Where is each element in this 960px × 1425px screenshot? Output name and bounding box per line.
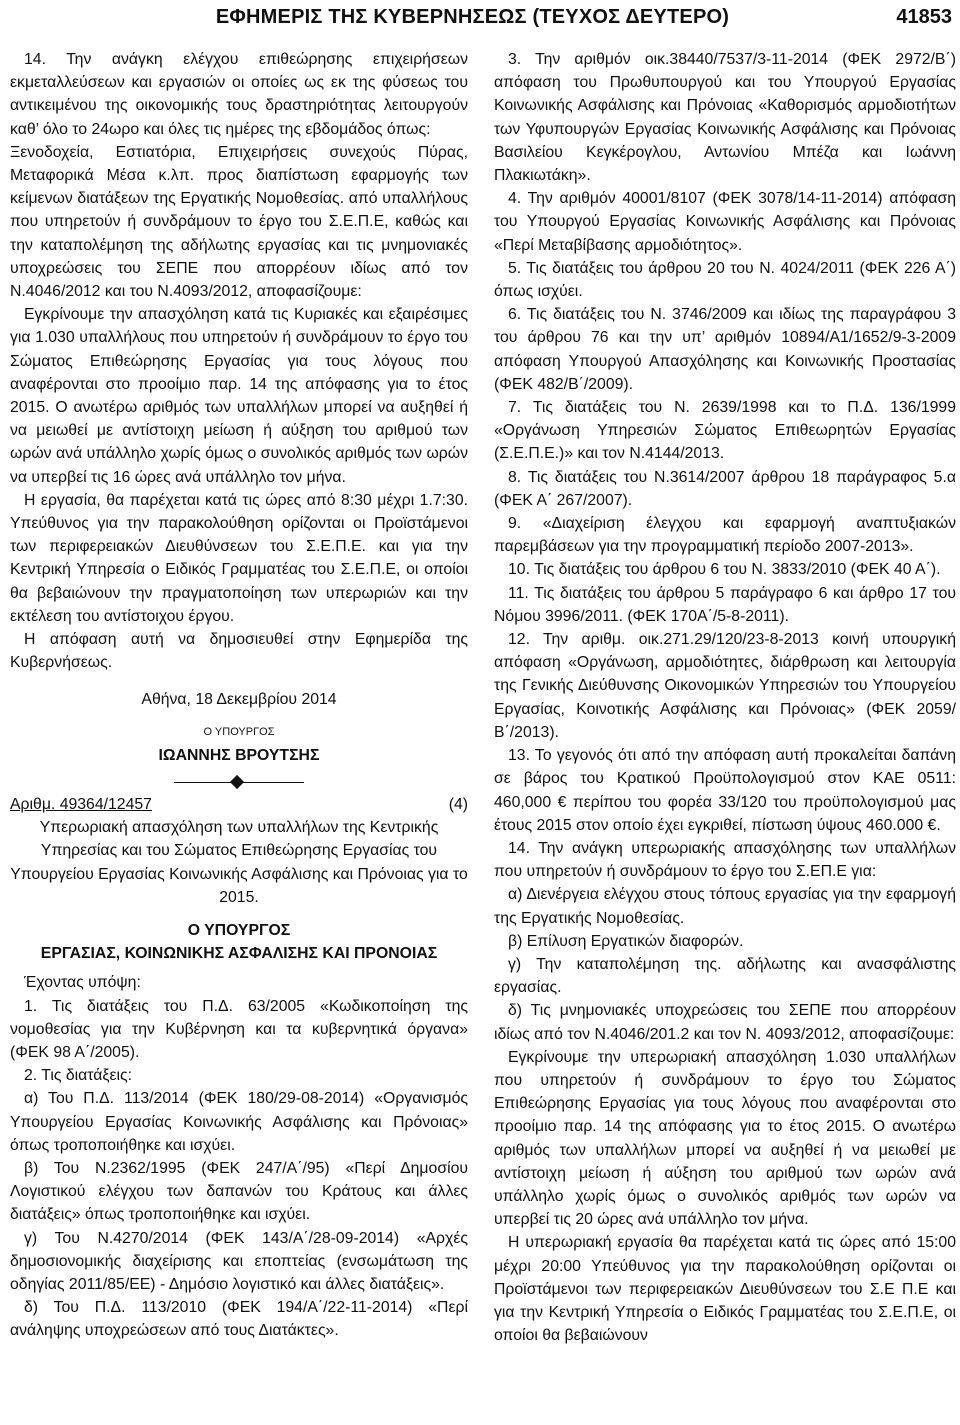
paragraph: Η εργασία, θα παρέχεται κατά τις ώρες από 8:30 μέχρι 1.7:30. Υπεύθυνος για την παρακολούθηση ορίζονται οι Προϊστάμενοι των περιφερειακών Διευθύνσεων του Σ.Ε.Π.Ε. και για την Κεντρική Υπηρεσία ο Ειδικός Γραμματέας του Σ.Ε.Π.Ε, οι οποίοι θα βεβαιώνουν την πραγματοποίηση των υπερωριών και την εκτέλεση του αντίστοιχου έργου. (10, 491, 468, 625)
place-date: Αθήνα, 18 Δεκεμβρίου 2014 (141, 691, 337, 709)
list-item: 7. Τις διατάξεις του Ν. 2639/1998 και το Π.Δ. 136/1999 «Οργάνωση Υπηρεσιών Σώματος Επιθεωρητών Εργασίας (Σ.Ε.Π.Ε.)» και τον Ν.4144/2013. (494, 399, 956, 463)
diamond-icon (230, 775, 244, 789)
paragraph: Ξενοδοχεία, Εστιατόρια, Επιχειρήσεις συνεχούς Πύρας, Μεταφορικά Μέσα κ.λπ. προς διαπίστωση εφαρμογής των κείμενων διατάξεων της Εργατικής Νομοθεσίας. από υπαλλήλους που υπηρετούν ή συνδράμουν το έργο του Σ.Ε.Π.Ε, καθώς και την καταπολέμηση της αδήλωτης εργασίας και τις μνημονιακές υποχρεώσεις του ΣΕΠΕ που απορρέουν ιδίως από τον Ν.4046/2012 και του Ν.4093/2012, αποφασίζουμε: (10, 143, 468, 301)
paragraph: 14. Την ανάγκη ελέγχου επιθεώρησης επιχειρήσεων εκμεταλλεύσεων και εργασιών οι οποίες ως εκ της φύσεως του αντικειμένου της οικονομικής τους δραστηριότητας λειτουργούν καθ’ όλο το 24ωρο και όλες τις ημέρες της εβδομάδος όπως: (10, 51, 468, 138)
decision-reference (10, 793, 468, 816)
list-item: 8. Τις διατάξεις του Ν.3614/2007 άρθρου 18 παράγραφος 5.α (ΦΕΚ Α΄ 267/2007). (494, 468, 956, 509)
list-item: β) Επίλυση Εργατικών διαφορών. (508, 932, 744, 950)
paragraph: Έχοντας υπόψη: (24, 974, 141, 992)
page-number: 41853 (896, 6, 952, 28)
list-item: β) Του Ν.2362/1995 (ΦΕΚ 247/Α΄/95) «Περί Δημοσίου Λογιστικού ελέγχου των δαπανών του Κράτους και άλλες διατάξεις» όπως τροποποιήθηκε και ισχύει. (10, 1159, 468, 1224)
signer-role: Ο ΥΠΟΥΡΓΟΣ (203, 725, 275, 738)
paragraph: Η απόφαση αυτή να δημοσιευθεί στην Εφημερίδα της Κυβερνήσεως. (10, 631, 468, 672)
paragraph: Εγκρίνουμε την υπερωριακή απασχόληση 1.030 υπαλλήλων που υπηρετούν ή συνδράμουν το έργο του Σώματος Επιθεώρησης Εργασίας για τους λόγους που αναφέρονται στο προοίμιο παρ. 14 της απόφασης για το έτος 2015. Ο ανωτέρω αριθμός των υπαλλήλων μπορεί να αυξηθεί ή να μειωθεί με αντίστοιχη μείωση ή αύξηση του αριθμού των ωρών ανά υπάλληλο χωρίς όμως ο συνολικός αριθμός των ωρών να υπερβεί τις 20 ώρες ανά υπάλληλο τον μήνα. (494, 1048, 956, 1229)
left-column (10, 48, 468, 1343)
list-item: 4. Την αριθμόν 40001/8107 (ΦΕΚ 3078/14-11-2014) απόφαση του Υπουργού Εργασίας Κοινωνικής Ασφάλισης και Πρόνοιας «Περί Μεταβίβασης αρμοδιότητος». (494, 190, 956, 254)
list-item: 3. Την αριθμόν οικ.38440/7537/3-11-2014 (ΦΕΚ 2972/Β΄) απόφαση του Πρωθυπουργού και του Υπουργού Εργασίας Κοινωνικής Ασφάλισης και Πρόνοιας «Καθορισμός αρμοδιοτήτων των Υφυπουργών Εργασίας Κοινωνικής Ασφάλισης και Πρόνοιας Βασιλείου Κεγκέρογλου, Αντωνίου Μπέζα και Ιωάννη Πλακιωτάκη». (494, 51, 956, 185)
reference-number: Αριθμ. 49364/12457 (10, 795, 152, 813)
list-item: γ) Του Ν.4270/2014 (ΦΕΚ 143/Α΄/28-09-2014) «Αρχές δημοσιονομικής διαχείρισης και εποπτείας (ενσωμάτωση της οδηγίας 2011/85/ΕΕ) - Δημόσιο λογιστικό και άλλες διατάξεις». (10, 1229, 468, 1293)
list-item: 13. Το γεγονός ότι από την απόφαση αυτή προκαλείται δαπάνη σε βάρος του Κρατικού Προϋπολογισμού στον ΚΑΕ 0511: 460,000 € περίπου του φορέα 33/120 του προϋπολογισμού μας έτους 2015 στον οποίο έχει εγκριθεί, πίστωση ύψους 460.000 €. (494, 747, 956, 834)
list-item: 6. Τις διατάξεις του Ν. 3746/2009 και ιδίως της παραγράφου 3 του άρθρου 76 και την υπ’ αριθμόν 10894/Α1/1652/9-3-2009 απόφαση Υπουργού Απασχόλησης και Κοινωνικής Προστασίας (ΦΕΚ 482/Β΄/2009). (494, 306, 956, 393)
paragraph: Η υπερωριακή εργασία θα παρέχεται κατά τις ώρες από 15:00 μέχρι 20:00 Υπεύθυνος για την παρακολούθηση ορίζονται οι Προϊστάμενοι των περιφερειακών Διευθύνσεων του Σ.Ε Π.Ε και για την Κεντρική Υπηρεσία ο Ειδικός Γραμματέας του Σ.Ε.Π.Ε, οι οποίοι θα βεβαιώνουν (494, 1234, 956, 1345)
paragraph: Εγκρίνουμε την απασχόληση κατά τις Κυριακές και εξαιρέσιμες για 1.030 υπαλλήλους που υπηρετούν ή συνδράμουν το έργο του Σώματος Επιθεώρησης Εργασίας για τους λόγους που αναφέρονται στο προοίμιο παρ. 14 της απόφασης για το έτος 2015. Ο ανωτέρω αριθμός των υπαλλήλων μπορεί να αυξηθεί ή να μειωθεί με αντίστοιχη μείωση ή αύξηση του αριθμού των ωρών ανά υπάλληλο χωρίς όμως ο συνολικός αριθμός των ωρών να υπερβεί τις 16 ώρες ανά υπάλληλο τον μήνα. (10, 306, 468, 486)
signer-name: ΙΩΑΝΝΗΣ ΒΡΟΥΤΣΗΣ (158, 746, 320, 764)
list-item: 2. Τις διατάξεις: (24, 1067, 133, 1085)
list-item: 14. Την ανάγκη υπερωριακής απασχόλησης των υπαλλήλων που υπηρετούν ή συνδράμουν το έργο του Σ.ΕΠ.Ε για: (494, 839, 956, 881)
list-item: 5. Τις διατάξεις του άρθρου 20 του Ν. 4024/2011 (ΦΕΚ 226 Α΄) όπως ισχύει. (494, 259, 956, 301)
list-item: 9. «Διαχείριση έλεγχου και εφαρμογή αναπτυξιακών παρεμβάσεων για την προγραμματική περίοδο 2007-2013». (494, 515, 956, 556)
right-column (494, 48, 956, 1347)
list-item: γ) Την καταπολέμηση της. αδήλωτης και ανασφάλιστης εργασίας. (494, 955, 956, 997)
page-header (0, 6, 960, 40)
decision-title: Υπερωριακή απασχόληση των υπαλλήλων της Κεντρικής Υπηρεσίας και του Σώματος Επιθεώρησης Εργασίας του Υπουργείου Εργασίας Κοινωνικής Ασφάλισης και Πρόνοιας για το 2015. (10, 819, 468, 906)
section-divider (174, 775, 304, 789)
list-item: δ) Του Π.Δ. 113/2010 (ΦΕΚ 194/Α΄/22-11-2014) «Περί ανάληψης υποχρεώσεων από τους Διατάκτες». (10, 1299, 468, 1340)
heading-minister: Ο ΥΠΟΥΡΓΟΣ (187, 921, 291, 939)
gazette-title: ΕΦΗΜΕΡΙΣ ΤΗΣ ΚΥΒΕΡΝΗΣΕΩΣ (ΤΕΥΧΟΣ ΔΕΥΤΕΡΟ) (215, 6, 730, 28)
list-item: 1. Τις διατάξεις του Π.Δ. 63/2005 «Κωδικοποίηση της νομοθεσίας για την Κυβέρνηση και τα κυβερνητικά όργανα» (ΦΕΚ 98 Α΄/2005). (10, 997, 468, 1061)
list-item: δ) Τις μνημονιακές υποχρεώσεις του ΣΕΠΕ που απορρέουν ιδίως από τον Ν.4046/201.2 και τον Ν. 4093/2012, αποφασίζουμε: (494, 1002, 956, 1043)
list-item: 11. Τις διατάξεις του άρθρου 5 παράγραφο 6 και άρθρο 17 του Νόμου 3996/2011. (ΦΕΚ 170Α΄/5-8-2011). (494, 584, 956, 625)
heading-ministry: ΕΡΓΑΣΙΑΣ, ΚΟΙΝΩΝΙΚΗΣ ΑΣΦΑΛΙΣΗΣ ΚΑΙ ΠΡΟΝΟΙΑΣ (40, 945, 438, 963)
list-item: 10. Τις διατάξεις του άρθρου 6 του Ν. 3833/2010 (ΦΕΚ 40 Α΄). (508, 561, 941, 579)
list-item: α) Του Π.Δ. 113/2014 (ΦΕΚ 180/29-08-2014) «Οργανισμός Υπουργείου Εργασίας Κοινωνικής Ασφάλισης και Πρόνοιας» όπως τροποποιήθηκε και ισχύει. (10, 1090, 468, 1154)
list-item: α) Διενέργεια ελέγχου στους τόπους εργασίας για την εφαρμογή της Εργατικής Νομοθεσίας. (494, 886, 956, 927)
reference-index: (4) (448, 795, 468, 813)
list-item: 12. Την αριθμ. οικ.271.29/120/23-8-2013 κοινή υπουργική απόφαση «Οργάνωση, αρμοδιότητες, διάρθρωση και λειτουργία της Γενικής Διεύθυνσης Οικονομικών Υπηρεσιών του Υπουργείου Εργασίας, Κοινοτικής Ασφάλισης και Πρόνοιας» (ΦΕΚ 2059/Β΄/2013). (494, 631, 956, 741)
